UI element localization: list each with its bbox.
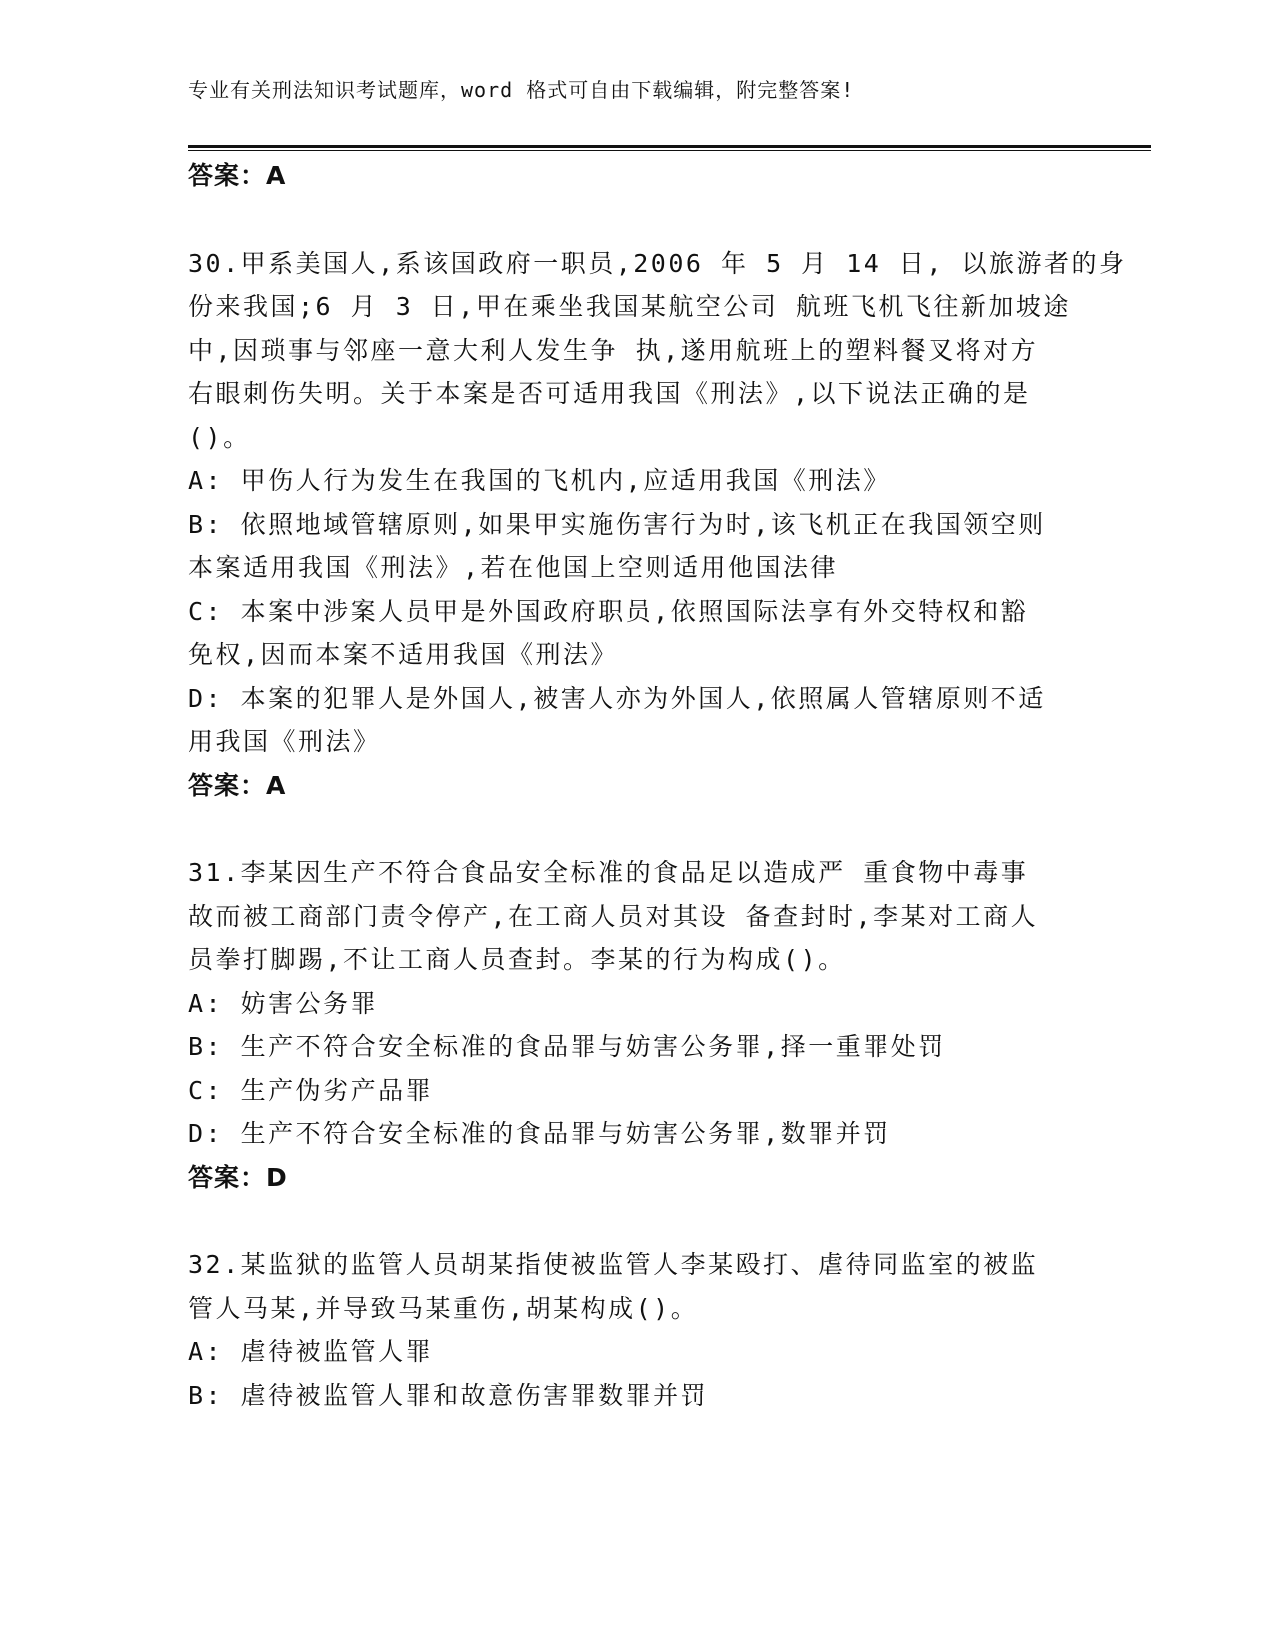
answer-31: 答案：D xyxy=(188,1163,288,1192)
question-30-line: 份来我国;6 月 3 日,甲在乘坐我国某航空公司 航班飞机飞往新加坡途 xyxy=(188,292,1071,321)
option-c: C: 本案中涉案人员甲是外国政府职员,依照国际法享有外交特权和豁 xyxy=(188,597,1029,626)
option-b: B: 依照地域管辖原则,如果甲实施伤害行为时,该飞机正在我国领空则 xyxy=(188,510,1046,539)
question-30-line: 30.甲系美国人,系该国政府一职员,2006 年 5 月 14 日, 以旅游者的身 xyxy=(188,249,1127,278)
option-d: D: 本案的犯罪人是外国人,被害人亦为外国人,依照属人管辖原则不适 xyxy=(188,684,1046,713)
page-header: 专业有关刑法知识考试题库，word 格式可自由下载编辑，附完整答案! xyxy=(188,78,855,102)
question-31-line: 31.李某因生产不符合食品安全标准的食品足以造成严 重食物中毒事 xyxy=(188,858,1029,887)
question-32-line: 32.某监狱的监管人员胡某指使被监管人李某殴打、虐待同监室的被监 xyxy=(188,1250,1039,1279)
question-31-line: 故而被工商部门责令停产,在工商人员对其设 备查封时,李某对工商人 xyxy=(188,902,1039,931)
answer-30: 答案：A xyxy=(188,771,287,800)
option-d: D: 生产不符合安全标准的食品罪与妨害公务罪,数罪并罚 xyxy=(188,1119,891,1148)
question-30-line: 右眼刺伤失明。关于本案是否可适用我国《刑法》,以下说法正确的是 xyxy=(188,379,1031,408)
question-31-line: 员拳打脚踢,不让工商人员查封。李某的行为构成()。 xyxy=(188,945,846,974)
option-d-continued: 用我国《刑法》 xyxy=(188,727,381,756)
header-rule-thin xyxy=(188,150,1151,151)
header-rule-thick xyxy=(188,145,1151,148)
option-b: B: 生产不符合安全标准的食品罪与妨害公务罪,择一重罪处罚 xyxy=(188,1032,946,1061)
option-b: B: 虐待被监管人罪和故意伤害罪数罪并罚 xyxy=(188,1381,709,1410)
option-c-continued: 免权,因而本案不适用我国《刑法》 xyxy=(188,640,619,669)
option-b-continued: 本案适用我国《刑法》,若在他国上空则适用他国法律 xyxy=(188,553,839,582)
option-a: A: 虐待被监管人罪 xyxy=(188,1337,434,1366)
option-c: C: 生产伪劣产品罪 xyxy=(188,1076,434,1105)
question-30-line: ()。 xyxy=(188,423,251,452)
answer-29: 答案：A xyxy=(188,161,287,190)
question-30-line: 中,因琐事与邻座一意大利人发生争 执,遂用航班上的塑料餐叉将对方 xyxy=(188,336,1039,365)
option-a: A: 妨害公务罪 xyxy=(188,989,379,1018)
option-a: A: 甲伤人行为发生在我国的飞机内,应适用我国《刑法》 xyxy=(188,466,891,495)
question-32-line: 管人马某,并导致马某重伤,胡某构成()。 xyxy=(188,1294,699,1323)
